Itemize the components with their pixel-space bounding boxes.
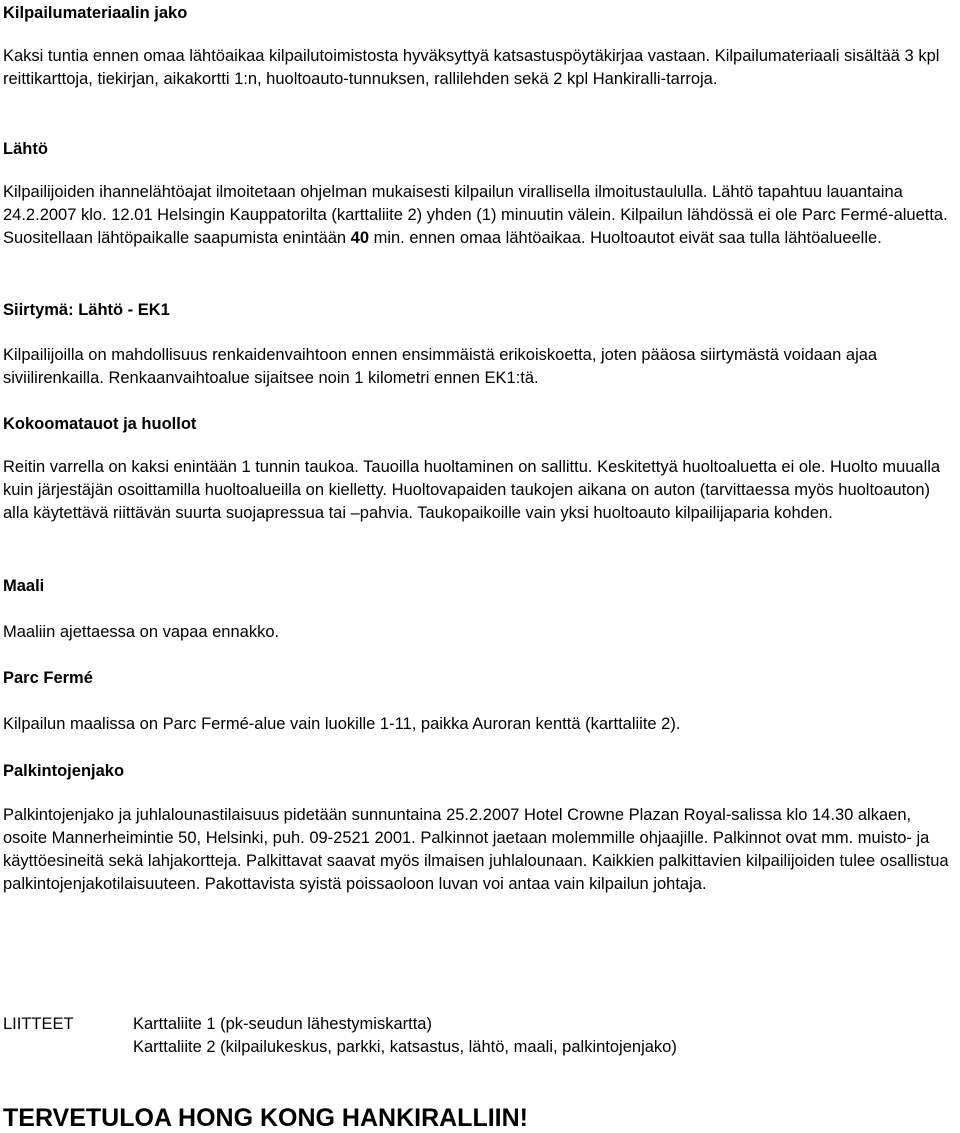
- section-heading-parc-ferme: Parc Fermé: [3, 669, 93, 687]
- section-text-maali: Maaliin ajettaessa on vapaa ennakko.: [3, 623, 280, 641]
- attachment-item: Karttaliite 2 (kilpailukeskus, parkki, katsastus, lähtö, maali, palkintojenjako): [133, 1038, 677, 1056]
- lahto-text-part-1: Kilpailijoiden ihannelähtöajat ilmoitetaan ohjelman mukaisesti kilpailun virallisella ilmoitustaululla. Lähtö tapahtuu lauantaina 24.2.2007 klo. 12.01 Helsingin Kauppatorilta (karttaliite 2) yhden (1) minuutin välein. Kilpailun lähdössä ei ole Parc Fermé-aluetta. Suositellaan lähtöpaikalle saapumista enintään: [3, 183, 948, 247]
- section-text-palkintojenjako: Palkintojenjako ja juhlalounastilaisuus pidetään sunnuntaina 25.2.2007 Hotel Crowne Plazan Royal-salissa klo 14.30 alkaen, osoite Mannerheimintie 50, Helsinki, puh. 09-2521 2001. Palkinnot jaetaan molemmille ohjaajille. Palkinnot ovat mm. muisto- ja käyttöesineitä sekä lahjakortteja. Palkittavat saavat myös ilmaisen juhlalounaan. Kaikkien palkittavien kilpailijoiden tulee osallistua palkintojenjakotilaisuuteen. Pakottavista syistä poissaoloon luvan voi antaa vain kilpailun johtaja.: [3, 806, 949, 893]
- lahto-text-part-2: min. ennen omaa lähtöaikaa. Huoltoautot eivät saa tulla lähtöalueelle.: [369, 229, 882, 247]
- section-heading-palkintojenjako: Palkintojenjako: [3, 762, 125, 780]
- section-heading-lahto: Lähtö: [3, 140, 48, 158]
- attachments-items: [133, 1013, 677, 1059]
- section-text-lahto: [3, 181, 953, 250]
- section-heading-kilpailumateriaali: Kilpailumateriaalin jako: [3, 4, 188, 22]
- attachment-item: Karttaliite 1 (pk-seudun lähestymiskartta): [133, 1015, 432, 1033]
- attachments-list: [3, 1013, 677, 1059]
- section-text-siirtyma: Kilpailijoilla on mahdollisuus renkaidenvaihtoon ennen ensimmäistä erikoiskoetta, joten pääosa siirtymästä voidaan ajaa siviilirenkailla. Renkaanvaihtoalue sijaitsee noin 1 kilometri ennen EK1:tä.: [3, 346, 878, 387]
- attachments-label: LIITTEET: [3, 1015, 74, 1033]
- section-text-parc-ferme: Kilpailun maalissa on Parc Fermé-alue vain luokille 1-11, paikka Auroran kenttä (karttaliite 2).: [3, 715, 681, 733]
- section-text-kilpailumateriaali: Kaksi tuntia ennen omaa lähtöaikaa kilpailutoimistosta hyväksyttyä katsastuspöytäkirjaa vastaan. Kilpailumateriaali sisältää 3 kpl reittikarttoja, tiekirjan, aikakortti 1:n, huoltoauto-tunnuksen, rallilehden sekä 2 kpl Hankiralli-tarroja.: [3, 47, 940, 88]
- section-heading-maali: Maali: [3, 577, 45, 595]
- section-heading-kokoomatauot: Kokoomatauot ja huollot: [3, 415, 197, 433]
- welcome-banner: TERVETULOA HONG KONG HANKIRALLIIN!: [3, 1104, 528, 1132]
- section-heading-siirtyma: Siirtymä: Lähtö - EK1: [3, 301, 170, 319]
- section-text-kokoomatauot: Reitin varrella on kaksi enintään 1 tunnin taukoa. Tauoilla huoltaminen on sallittu. Keskitettyä huoltoaluetta ei ole. Huolto muualla kuin järjestäjän osoittamilla huoltoalueilla on kielletty. Huoltovapaiden taukojen aikana on auton (tarvittaessa myös huoltoauton) alla käytettävä riittävän suurta suojapressua tai –pahvia. Taukopaikoille vain yksi huoltoauto kilpailijaparia kohden.: [3, 458, 941, 522]
- lahto-text-bold-minutes: 40: [350, 229, 370, 247]
